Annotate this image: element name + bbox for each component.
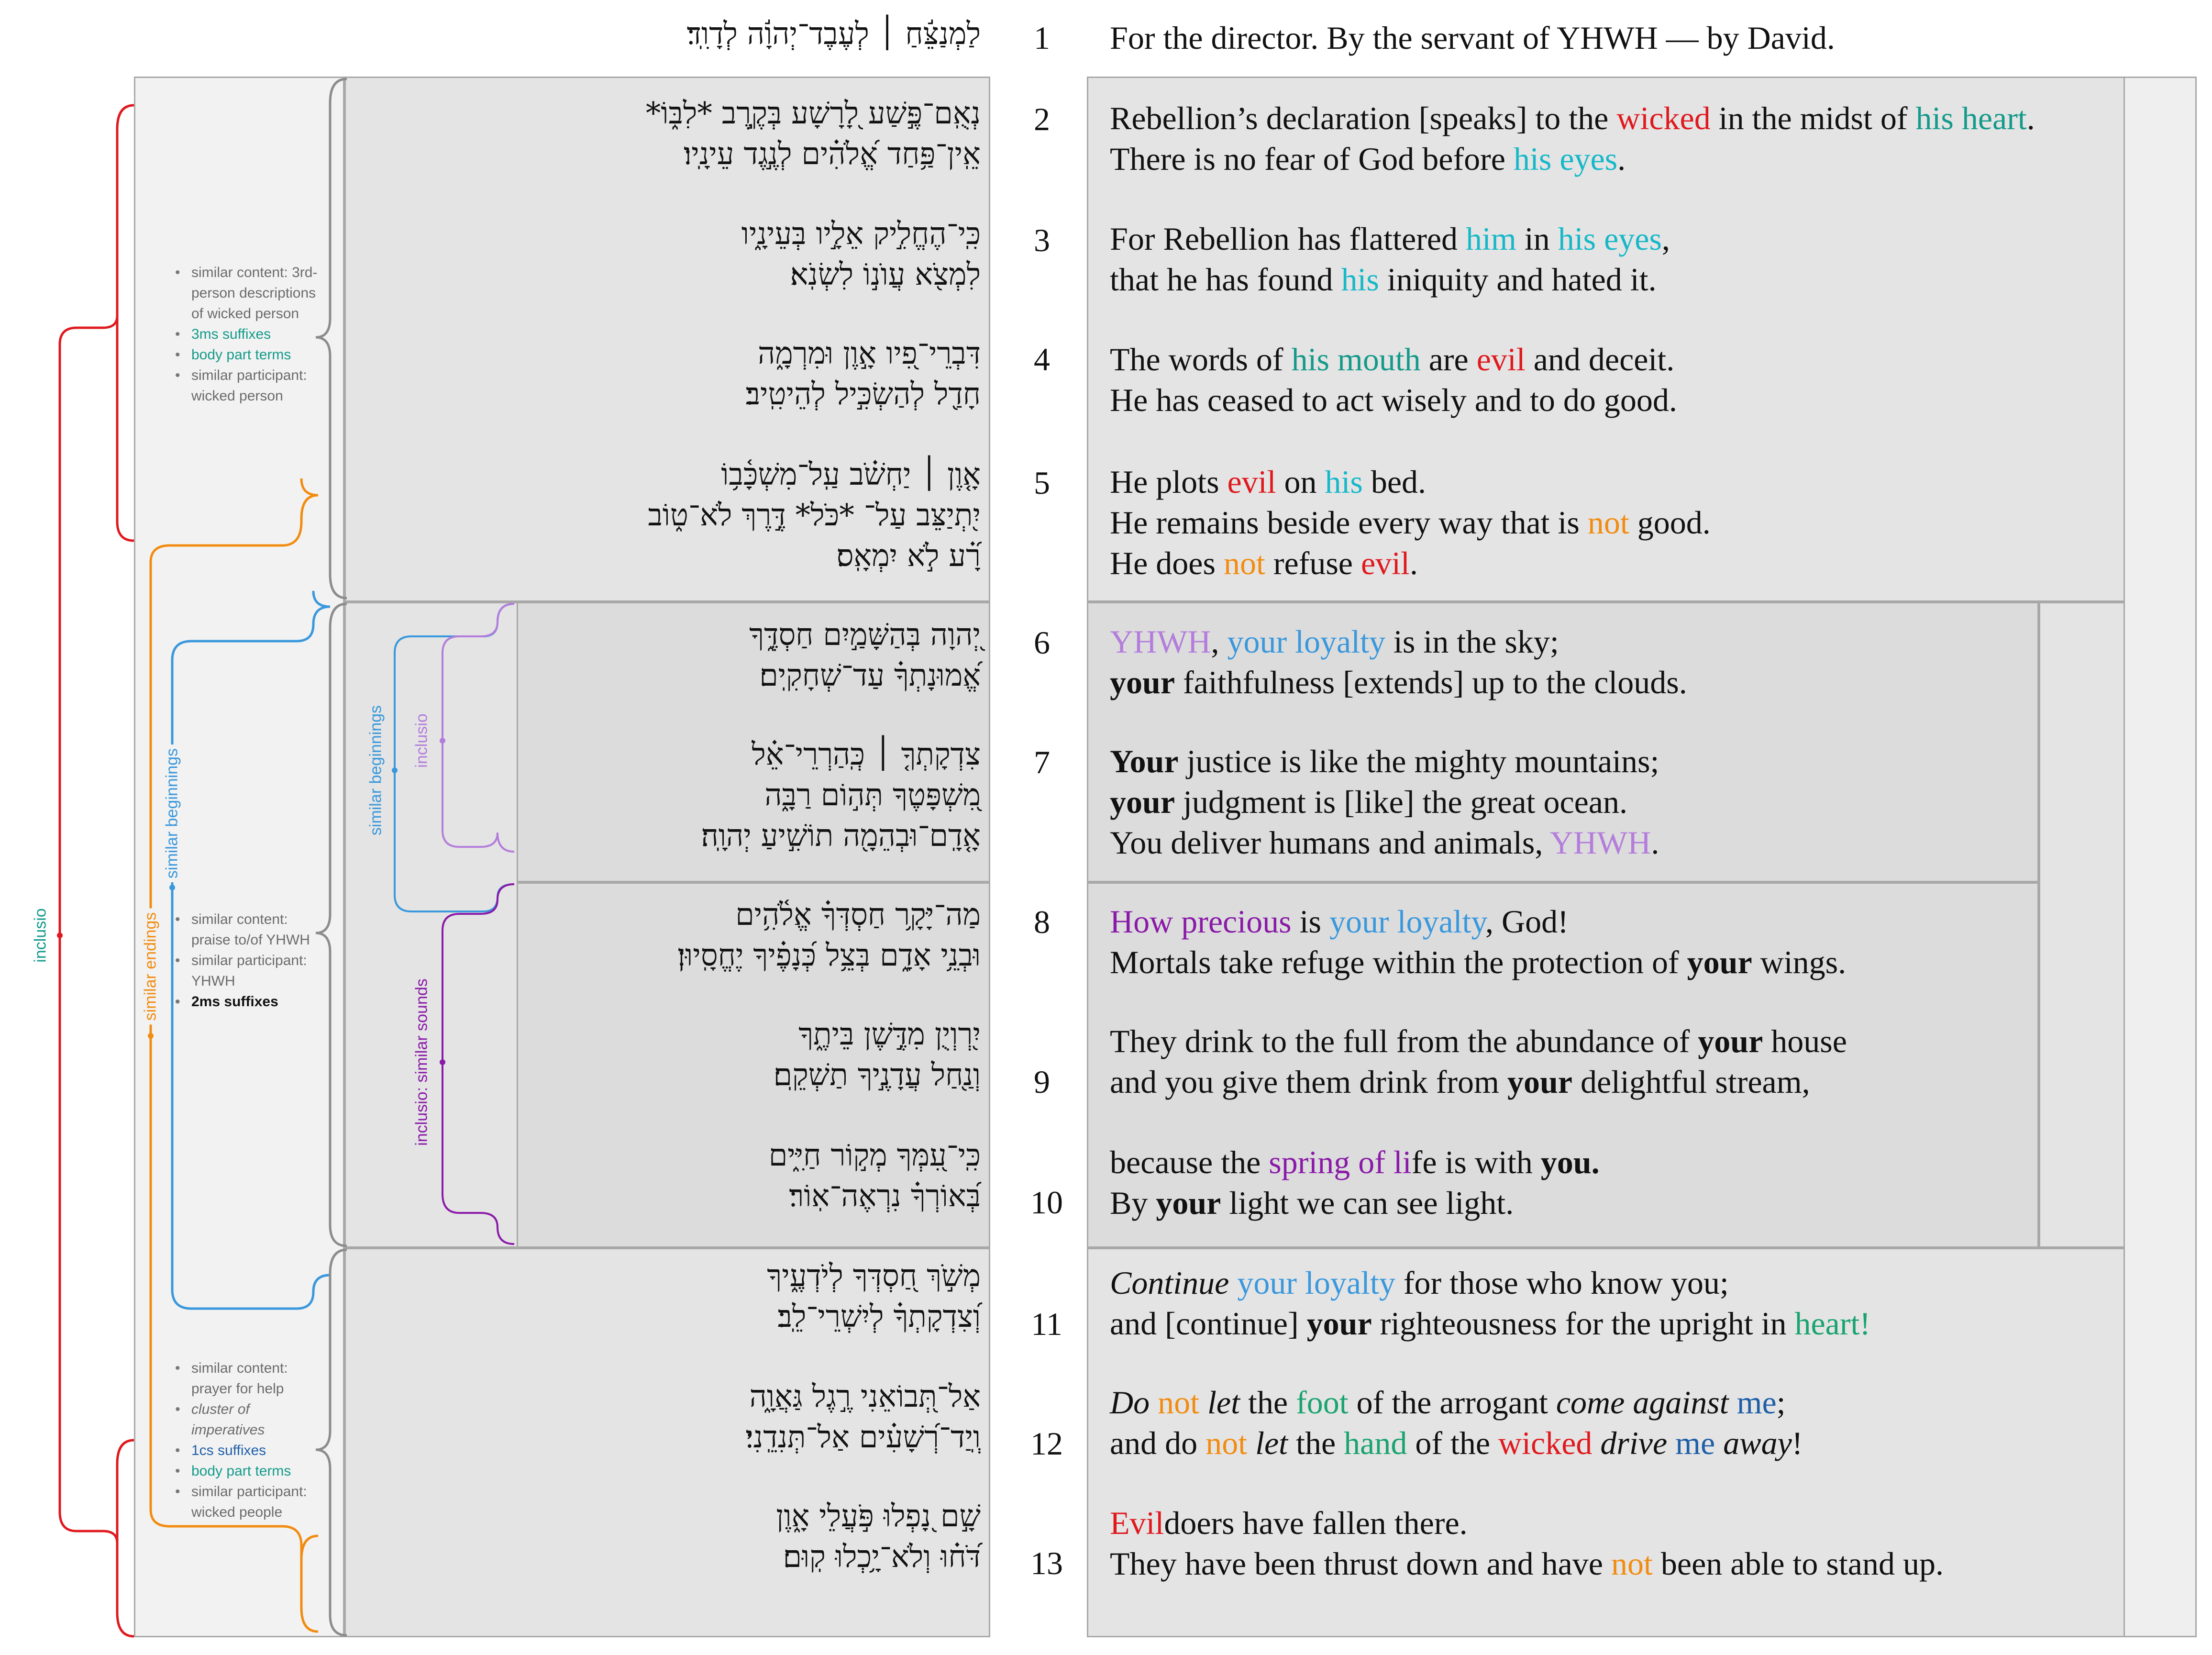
note-item: • body part terms <box>168 1461 326 1481</box>
label-similar-beginnings-outer: similar beginnings <box>163 744 182 882</box>
hebrew-line: יִ֭רְוְיֻן מִדֶּ֣שֶׁן בֵּיתֶ֑ךָ <box>798 1017 981 1052</box>
english-line: Evildoers have fallen there. <box>1110 1505 1468 1541</box>
english-line: Your justice is like the mighty mountains; <box>1110 743 1659 779</box>
english-line: Rebellion’s declaration [speaks] to the wicked in the midst of his heart. <box>1110 100 2035 136</box>
verse-number: 4 <box>1034 341 1050 378</box>
verse-number: 10 <box>1030 1184 1063 1221</box>
english-line: that he has found his iniquity and hated it. <box>1110 261 1657 298</box>
notes-group-1 <box>168 262 326 406</box>
verse-number: 9 <box>1034 1064 1050 1100</box>
hebrew-line: נְאֻֽם־פֶּ֣שַׁע לָ֭רָשָׁע בְּקֶ֣רֶב *לִבּ֑וֹ* <box>645 96 981 131</box>
verse-number: 5 <box>1034 465 1050 501</box>
note-item: • cluster of imperatives <box>168 1399 326 1440</box>
note-item: • similar participant: wicked people <box>168 1481 326 1522</box>
english-line: He has ceased to act wisely and to do good. <box>1110 382 1677 418</box>
english-line: Continue your loyalty for those who know you; <box>1110 1265 1729 1301</box>
hebrew-line: כִּֽי־הֶחֱלִ֣יק אֵלָ֣יו בְּעֵינָ֑יו <box>741 216 981 251</box>
hebrew-line: רָ֝֗ע לֹ֣א יִמְאָֽס׃ <box>836 538 981 573</box>
english-line: They drink to the full from the abundance of your house <box>1110 1023 1847 1059</box>
english-line: and [continue] your righteousness for the upright in heart! <box>1110 1305 1871 1342</box>
english-line: because the spring of life is with you. <box>1110 1144 1600 1180</box>
hebrew-line: שָׁ֣ם נָ֭פְלוּ פֹּ֣עֲלֵי אָ֑וֶן <box>776 1499 981 1533</box>
verse-number: 11 <box>1031 1306 1062 1342</box>
hebrew-line: מְשֹׁ֣ךְ חַ֭סְדְּךָ לְיֹדְעֶ֑יךָ <box>767 1258 981 1293</box>
inclusio-inner-bracket <box>442 604 514 852</box>
note-item: • 2ms suffixes <box>168 991 326 1012</box>
note-item: • similar content: praise to/of YHWH <box>168 909 326 950</box>
english-line: Mortals take refuge within the protection of your wings. <box>1110 944 1847 980</box>
label-similar-endings: similar endings <box>142 909 160 1025</box>
verse-number: 12 <box>1030 1425 1063 1462</box>
english-line: Do not let the foot of the arrogant come against me; <box>1110 1384 1786 1421</box>
hebrew-line: בְּ֝אוֹרְךָ֗ נִרְאֶה־אֽוֹר׃ <box>789 1178 981 1213</box>
hebrew-line: יְ֭הוָה בְּהַשָּׁמַ֣יִם חַסְדֶּ֑ךָ <box>749 617 981 652</box>
note-item: • 1cs suffixes <box>168 1440 326 1461</box>
english-line: For the director. By the servant of YHWH — by David. <box>1110 20 1835 56</box>
verse-number: 13 <box>1030 1545 1063 1581</box>
english-line: They have been thrust down and have not been able to stand up. <box>1110 1545 1944 1582</box>
hebrew-line: וּבְנֵ֥י אָדָ֑ם בְּצֵ֥ל כְּ֝נָפֶ֗יךָ יֶחֱסָֽיוּן׃ <box>677 938 981 973</box>
hebrew-line: אֱ֝מוּנָתְךָ֗ עַד־שְׁחָקִֽים׃ <box>759 658 981 693</box>
label-inclusio-outer: inclusio <box>31 908 50 963</box>
verse-number: 7 <box>1034 744 1050 780</box>
hebrew-line: מַה־יָּקָ֥ר חַסְדְּךָ֗ אֱלֹ֫הִ֥ים <box>735 897 981 932</box>
inclusio-outer-node <box>57 933 63 938</box>
note-item: • similar content: prayer for help <box>168 1358 326 1399</box>
english-line: YHWH, your loyalty is in the sky; <box>1110 623 1559 660</box>
english-line: How precious is your loyalty, God! <box>1110 903 1569 940</box>
hebrew-line: לַמְנַצֵּ֬חַ ׀ לְעֶבֶד־יְהוָ֬ה לְדָוִֽד׃ <box>686 16 981 51</box>
hebrew-line: וְנַ֖חַל עֲדָנֶ֣יךָ תַשְׁקֵֽם׃ <box>773 1057 981 1092</box>
english-line: your judgment is [like] the great ocean. <box>1110 784 1627 820</box>
hebrew-line: אֵֽין־פַּ֥חַד אֱ֝לֹהִ֗ים לְנֶ֣גֶד עֵינָֽיו׃ <box>684 136 981 171</box>
hebrew-line: וְ֝צִדְקָתְךָ֗ לְיִשְׁרֵי־לֵֽב׃ <box>777 1299 981 1334</box>
verse-number: 8 <box>1034 904 1050 940</box>
label-inclusio-inner: inclusio <box>412 713 431 768</box>
note-item: • 3ms suffixes <box>168 324 326 344</box>
english-line: your faithfulness [extends] up to the clouds. <box>1110 664 1687 700</box>
hebrew-line: אָ֤וֶן ׀ יַחְשֹׁ֗ב עַֽל־מִשְׁכָּ֫ב֥וֹ <box>721 457 981 492</box>
hebrew-line: יִ֭תְיַצֵּב עַל־ *כֹּל* דֶּ֣רֶךְ לֹא־ט֑וֹב <box>648 498 981 533</box>
english-line: and do not let the hand of the wicked drive me away! <box>1110 1425 1803 1461</box>
label-inclusio-similar-sounds: inclusio: similar sounds <box>412 978 431 1146</box>
hebrew-line: צִדְקָתְךָ֤ ׀ כְּֽהַרְרֵי־אֵ֗ל <box>752 737 981 772</box>
hebrew-line: כִּֽי־עִ֭מְּךָ מְק֣וֹר חַיִּ֑ים <box>768 1138 981 1173</box>
hebrew-line: מִ֭שְׁפָּטֶךָ תְּה֣וֹם רַבָּ֑ה <box>764 778 981 812</box>
hebrew-line: וְֽיַד־רְ֝שָׁעִ֗ים אַל־תְּנִדֵֽנִי׃ <box>745 1420 981 1455</box>
verse-number: 6 <box>1034 624 1050 661</box>
notes-group-2 <box>168 909 326 1012</box>
english-line: There is no fear of God before his eyes. <box>1110 141 1626 177</box>
note-item: • similar participant: YHWH <box>168 950 326 991</box>
english-line: He remains beside every way that is not good. <box>1110 504 1711 541</box>
inclusio-sounds-bracket <box>442 884 514 1244</box>
note-item: • similar participant: wicked person <box>168 365 326 406</box>
inclusio-outer-bracket <box>60 105 134 1636</box>
verse-number: 1 <box>1034 20 1050 56</box>
hebrew-line: חָדַ֖ל לְהַשְׂכִּ֣יל לְהֵיטִֽיב׃ <box>745 377 981 411</box>
english-line: For Rebellion has flattered him in his eyes, <box>1110 221 1670 257</box>
english-line: He plots evil on his bed. <box>1110 464 1427 500</box>
hebrew-line: דִּבְרֵי־פִ֭יו אָ֣וֶן וּמִרְמָ֑ה <box>758 336 981 371</box>
note-item: • body part terms <box>168 344 326 365</box>
note-item: • similar content: 3rd-person descriptions of wicked person <box>168 262 326 324</box>
english-line: You deliver humans and animals, YHWH. <box>1110 824 1659 861</box>
english-line: By your light we can see light. <box>1110 1185 1514 1221</box>
verse-number: 2 <box>1034 101 1050 137</box>
hebrew-line: אַל־תְּ֭בוֹאֵנִי רֶ֣גֶל גַּאֲוָ֑ה <box>749 1379 981 1414</box>
verse-number: 3 <box>1034 222 1050 258</box>
hebrew-line: דֹּ֝ח֗וּ וְלֹא־יָ֥כְלוּ קֽוּם׃ <box>783 1539 981 1574</box>
label-similar-beginnings-inner: similar beginnings <box>366 705 385 836</box>
hebrew-line: לִמְצֹ֖א עֲוֺנ֣וֹ לִשְׂנֹֽא׃ <box>790 257 981 292</box>
notes-group-3 <box>168 1358 326 1522</box>
english-line: He does not refuse evil. <box>1110 545 1418 581</box>
hebrew-line: אָ֤דָֽם־וּבְהֵמָ֖ה תוֹשִׁ֣יעַ יְהוָֽה׃ <box>701 818 981 853</box>
english-line: The words of his mouth are evil and deceit. <box>1110 341 1675 378</box>
english-line: and you give them drink from your delightful stream, <box>1110 1064 1810 1100</box>
